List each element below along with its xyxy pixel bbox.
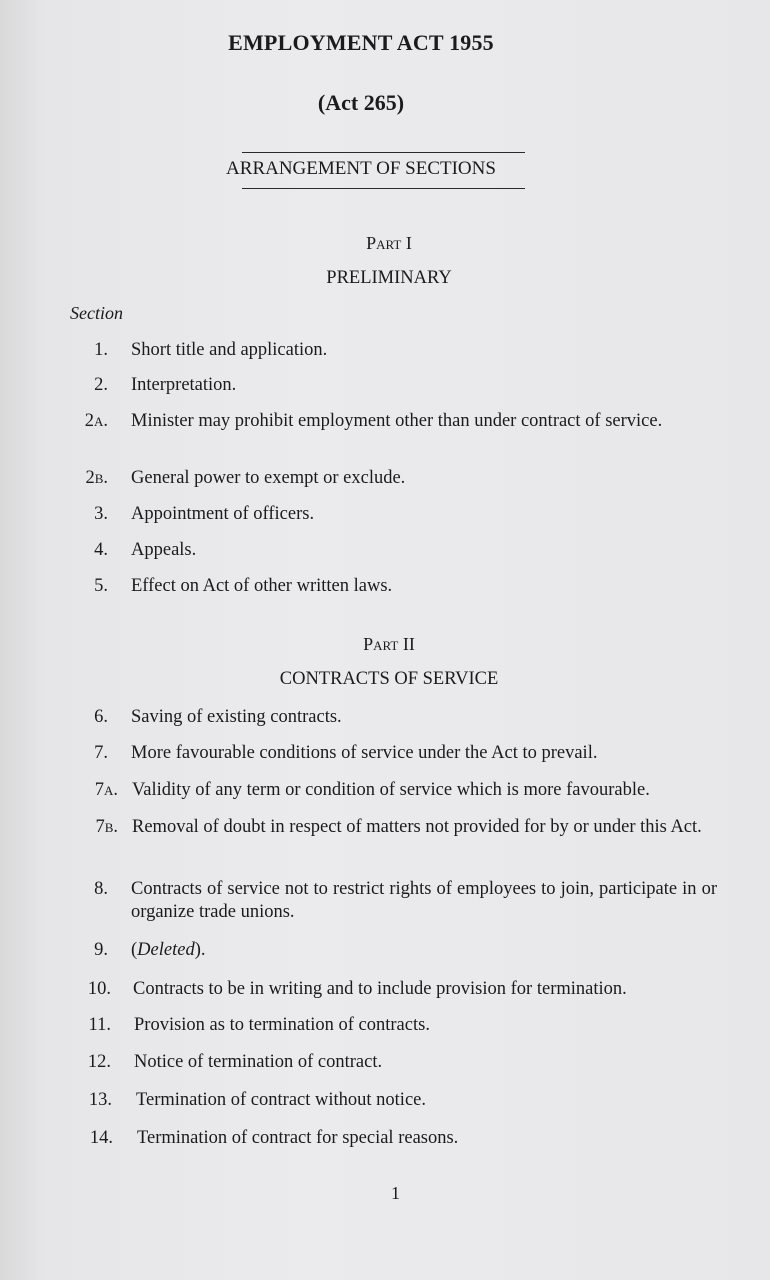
section-title: Saving of existing contracts. (131, 707, 342, 727)
section-number: 11. (88, 1015, 111, 1035)
section-title: Provision as to termination of contracts. (134, 1015, 430, 1035)
top-rule (242, 152, 525, 153)
arrangement-heading: ARRANGEMENT OF SECTIONS (226, 158, 496, 179)
section-title: (Deleted). (131, 940, 206, 960)
section-title: Contracts to be in writing and to include provision for termination. (133, 979, 627, 999)
section-number: 2a. (84, 411, 108, 431)
section-number: 4. (94, 540, 108, 560)
section-column-label: Section (70, 303, 123, 323)
section-title: Effect on Act of other written laws. (131, 576, 393, 596)
section-number: 2. (94, 375, 108, 395)
section-title: Termination of contract without notice. (136, 1090, 426, 1110)
section-title: More favourable conditions of service under the Act to prevail. (131, 743, 598, 763)
part-1-heading: PRELIMINARY (326, 268, 452, 288)
section-number: 9. (94, 940, 108, 960)
part-2-heading: CONTRACTS OF SERVICE (279, 669, 499, 689)
section-title: Termination of contract for special reasons. (137, 1128, 459, 1148)
section-number: 10. (87, 979, 111, 999)
part-1-label: Part I (366, 233, 412, 253)
section-number: 7. (94, 743, 108, 763)
section-number: 1. (94, 340, 108, 360)
page-number: 1 (391, 1183, 400, 1203)
section-number: 13. (88, 1090, 112, 1110)
section-title: Removal of doubt in respect of matters not provided for by or under this Act. (132, 817, 702, 837)
section-number: 8. (94, 879, 108, 899)
section-title: Validity of any term or condition of service which is more favourable. (132, 780, 650, 800)
section-title: Interpretation. (131, 375, 237, 395)
part-2-label: Part II (363, 634, 415, 654)
section-title: Appeals. (131, 540, 197, 560)
section-number: 3. (94, 504, 108, 524)
section-title: Contracts of service not to restrict rights of employees to join, participate in or organize trade unions. (131, 879, 717, 922)
section-number: 7b. (95, 817, 118, 837)
act-title: EMPLOYMENT ACT 1955 (228, 30, 494, 55)
section-title: General power to exempt or exclude. (131, 468, 406, 488)
section-title: Minister may prohibit employment other than under contract of service. (131, 411, 663, 431)
section-title: Short title and application. (131, 340, 328, 360)
section-number: 5. (94, 576, 108, 596)
section-title: Appointment of officers. (131, 504, 315, 524)
section-number: 6. (94, 707, 108, 727)
act-number: (Act 265) (317, 90, 405, 115)
section-title: Notice of termination of contract. (134, 1052, 383, 1072)
section-number: 2b. (85, 468, 108, 488)
section-number: 12. (87, 1052, 111, 1072)
section-number: 7a. (94, 780, 118, 800)
bottom-rule (242, 188, 525, 189)
section-number: 14. (89, 1128, 113, 1148)
